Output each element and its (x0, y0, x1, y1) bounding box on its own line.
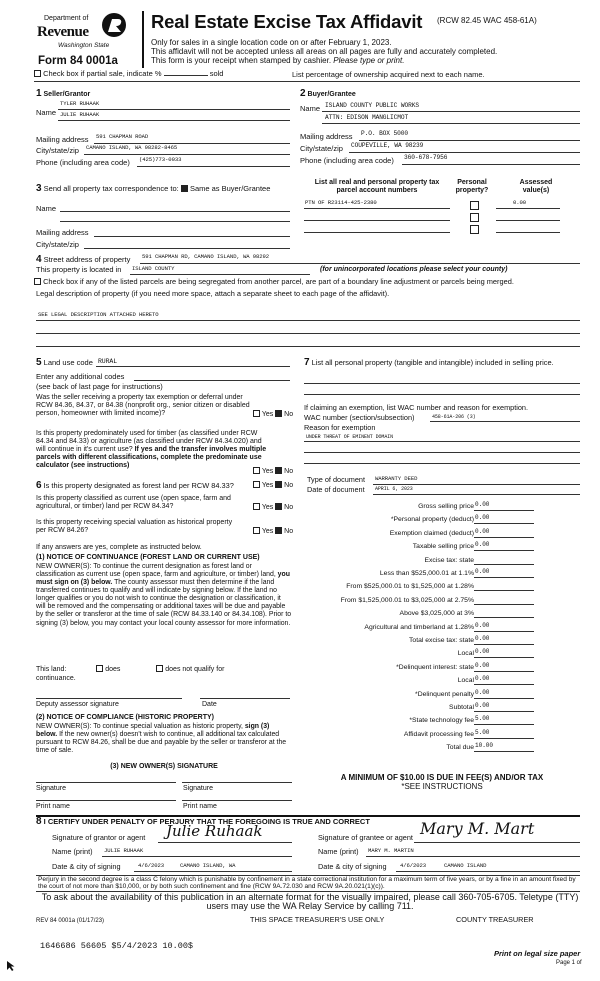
s6q2-no-checkbox[interactable] (275, 503, 282, 510)
grantee-city[interactable]: CAMANO ISLAND (444, 862, 487, 869)
dor-logo (34, 11, 134, 59)
note3-text: This form is your receipt when stamped by cashier. (151, 56, 334, 65)
q2-yes-checkbox[interactable] (253, 467, 260, 474)
grantor-date-line (134, 871, 292, 872)
seller-name-2[interactable]: JULIE RUHAAK (60, 111, 100, 118)
sec5-q1: Was the seller receiving a property tax exemption or deferral under RCW 84.36, 84.37, or 84.38 (nonprofit org., senior citizen or disabled person, homeowner with limited income)? (36, 394, 250, 418)
legal-line-2 (36, 333, 580, 334)
seller-title: Seller/Grantor (43, 91, 91, 98)
seller-phone-line (137, 166, 290, 167)
grantee-signature[interactable]: Mary M. Mart (420, 819, 535, 838)
sec3-name-line-1 (60, 211, 290, 212)
buyer-name-line-2 (322, 123, 580, 124)
tax-row-label: *Personal property (deduct) (390, 516, 474, 524)
tax-row-label: Exemption claimed (deduct) (389, 529, 474, 537)
additional-codes-label: Enter any additional codes (36, 372, 125, 381)
tax-row-value[interactable]: 5.00 (474, 730, 534, 739)
grantor-name-line (102, 856, 292, 857)
form-citation: (RCW 82.45 WAC 458-61A) (437, 16, 537, 25)
sec7-heading (304, 357, 580, 369)
buyer-name-line-1 (322, 111, 580, 112)
doc-type-value[interactable]: WARRANTY DEED (375, 475, 418, 482)
tax-row-label: *Delinquent penalty (415, 690, 474, 698)
sec6-q3: Is this property receiving special valuation as historical property per RCW 84.26? (36, 519, 233, 535)
sec6-num: 6 (36, 480, 42, 491)
form-title: Real Estate Excise Tax Affidavit (151, 11, 423, 32)
sec7-line-2 (304, 394, 580, 395)
grantor-name-label: Name (print) (52, 847, 93, 856)
tax-row-label: Taxable selling price (412, 543, 474, 551)
doc-type-label: Type of document (307, 475, 366, 484)
parcels-col-1: List all real and personal property tax parcel account numbers (314, 179, 440, 195)
grantee-date-line (396, 871, 580, 872)
tax-row-value[interactable]: 0.00 (474, 690, 534, 699)
notice1-c: The county assessor must then determine if the land transferred continues to qualify and will indicate by signing below. If the land no longer qualifies or you do not wish to continue the designation or classification, it will be removed and the compensating or additional taxes will be due and payable by the seller or transferor at the time of sale (RCW 84.33.140 or 84.34.108). Prior to signing (3) below, you may contact your local county assessor for more information. (36, 579, 292, 627)
s6q1-yes-checkbox[interactable] (253, 481, 260, 488)
tax-row-value[interactable]: 0.00 (474, 676, 534, 685)
county-treasurer: COUNTY TREASURER (456, 915, 534, 924)
seller-csz-label: City/state/zip (36, 146, 79, 155)
tax-row-value[interactable]: 0.00 (474, 703, 534, 712)
seller-mail-label: Mailing address (36, 135, 89, 144)
notice2-a: NEW OWNER(S): To continue special valuation as historic property, (36, 723, 245, 730)
sig3-line-1 (36, 782, 176, 783)
tax-row-value[interactable]: 0.00 (474, 663, 534, 672)
recording-stamp: 1646686 56605 $5/4/2023 10.00$ (40, 941, 194, 951)
buyer-mail-line (359, 140, 580, 141)
notice1-body (36, 563, 292, 628)
see-back-label: (see back of last page for instructions) (36, 382, 163, 391)
q2-bold: If yes and the transfer involves multiple parcels with different classifications, complete the predominate use calculator (see instructions) (36, 446, 267, 470)
tax-row-value[interactable] (474, 582, 534, 591)
grantor-date-label: Date & city of signing (52, 862, 121, 871)
sig3-sig-label-1: Signature (36, 785, 66, 792)
sec7-title: List all personal property (tangible and intangible) included in selling price. (311, 358, 554, 367)
seller-csz-line (84, 154, 290, 155)
sig3-line-2 (182, 782, 292, 783)
buyer-csz[interactable]: COUPEVILLE, WA 98239 (351, 142, 424, 149)
tax-row-value[interactable]: 0.00 (474, 649, 534, 658)
wac-value[interactable]: 458-61A-206 (3) (432, 414, 476, 420)
deputy-label: Deputy assessor signature (36, 701, 119, 708)
sec3-mail-line (94, 236, 290, 237)
wac-label: WAC number (section/subsection) (304, 413, 415, 422)
grantee-date-label: Date & city of signing (318, 862, 387, 871)
sec6-q1-text: Is this property designated as forest land per RCW 84.33? (43, 481, 234, 490)
segregate-label: Check box if any of the listed parcels are being segregated from another parcel, are part of a boundary line adjustment or parcels being merged. (43, 277, 514, 286)
property-address-line (140, 263, 580, 264)
s6q2-no: No (284, 504, 294, 511)
tax-row-label: Above $3,025,000 at 3% (399, 610, 474, 618)
reason-value[interactable]: UNDER THREAT OF EMINENT DOMAIN (306, 434, 394, 440)
tax-row-value[interactable]: 10.00 (474, 743, 534, 752)
buyer-name-1[interactable]: ISLAND COUNTY PUBLIC WORKS (325, 102, 419, 109)
tax-row-label: *State technology fee (409, 717, 474, 725)
logo-revenue: Revenue (37, 24, 89, 40)
grantee-name[interactable]: MARY M. MARTIN (368, 847, 414, 854)
notice2-body (36, 723, 292, 755)
tax-row-value[interactable]: 0.00 (474, 569, 534, 578)
seller-phone-label: Phone (including area code) (36, 158, 130, 167)
personal-property-checkbox-3[interactable] (470, 225, 479, 234)
parcel-line-2 (304, 220, 450, 221)
header-rule (34, 81, 580, 82)
does-not-label: does not qualify for (165, 666, 225, 673)
reason-label: Reason for exemption (304, 423, 376, 432)
notice1-a: NEW OWNER(S): To continue the current designation as forest land or classification as current use (open space, farm and agriculture, or timber) land, (36, 563, 278, 579)
tax-row-value[interactable]: 0.00 (474, 515, 534, 524)
sig3-print-label-2: Print name (183, 803, 217, 810)
assessed-line-1 (496, 208, 560, 209)
tax-row-value[interactable]: 0.00 (474, 636, 534, 645)
header-divider (142, 11, 144, 68)
reason-line-1 (304, 441, 580, 442)
notice2-c: If the new owner(s) doesn't wish to continue, all additional tax calculated pursuant to RCW 84.26, shall be due and payable by the seller or transferor at the time of sale. (36, 731, 287, 755)
sec5-q1-answer (253, 410, 293, 419)
notice2-b: sign (3) below. (36, 723, 270, 739)
tax-row-label: Local (457, 677, 474, 685)
s6q3-no: No (284, 528, 294, 535)
sec6-q1-answer (253, 481, 293, 490)
q2-text: Is this property predominately used for timber (as classified under RCW 84.34 and 84.33) or agriculture (as classified under RCW 84.34.020) and will continue in it's current use? (36, 430, 262, 454)
buyer-title: Buyer/Grantee (307, 91, 356, 98)
wac-line (430, 421, 580, 422)
deputy-date-line (200, 698, 290, 699)
tax-row-label: Excise tax: state (424, 556, 474, 564)
header-note-1: Only for sales in a single location code on or after February 1, 2023. (151, 38, 392, 47)
sec4-num: 4 (36, 254, 42, 265)
sec3-heading (36, 183, 270, 195)
sec7-num: 7 (304, 357, 310, 368)
located-label: This property is located in (36, 265, 122, 274)
header-note-2: This affidavit will not be accepted unless all areas on all pages are fully and accurately completed. (151, 47, 498, 56)
doc-date-line (373, 494, 580, 495)
grantee-name-label: Name (print) (318, 847, 359, 856)
seller-phone[interactable]: (425)773-0033 (139, 156, 182, 163)
assessed-line-2 (496, 220, 560, 221)
note3-italic: Please type or print. (333, 56, 405, 65)
this-land-row (36, 665, 296, 674)
sec5-heading (36, 357, 93, 369)
alt-format-note: To ask about the availability of this publication in an alternate format for the visually impaired, please call 360-705-6705. Teletype (TTY) users may use the WA Relay Service by calling 711. (41, 892, 579, 912)
sec3-name-label: Name (36, 204, 57, 213)
deputy-sig-line (36, 698, 182, 699)
buyer-name-label: Name (300, 104, 321, 113)
grantor-date[interactable]: 4/6/2023 (138, 862, 165, 869)
tax-row-value[interactable] (474, 556, 534, 565)
minimum-due: A MINIMUM OF $10.00 IS DUE IN FEE(S) AND/OR TAX (340, 773, 544, 782)
county-line (130, 274, 310, 275)
cursor-arrow-icon (6, 960, 16, 972)
deputy-date-label: Date (202, 701, 217, 708)
tax-row-label: Gross selling price (418, 503, 474, 510)
seller-heading (36, 88, 90, 100)
tax-row-label: *Delinquent interest: state (396, 663, 474, 671)
q1-yes-checkbox[interactable] (253, 410, 260, 417)
logo-state: Washington State (58, 42, 110, 49)
personal-property-checkbox-1[interactable] (470, 201, 479, 210)
treasurer-use: THIS SPACE TREASURER'S USE ONLY (250, 915, 385, 924)
see-instructions: *SEE INSTRUCTIONS (401, 782, 483, 791)
s6q1-no-checkbox[interactable] (275, 481, 282, 488)
does-not-checkbox[interactable] (156, 665, 163, 672)
partial-sale-sold: sold (209, 69, 224, 78)
sec3-csz-label: City/state/zip (36, 240, 79, 249)
q2-no-checkbox[interactable] (275, 467, 282, 474)
legal-description[interactable]: SEE LEGAL DESCRIPTION ATTACHED HERETO (38, 311, 159, 318)
grantor-sig-label: Signature of grantor or agent (52, 833, 146, 842)
grantee-sig-label: Signature of grantee or agent (318, 833, 413, 842)
sec5-q2 (36, 430, 272, 470)
buyer-csz-line (349, 152, 580, 153)
sec3-title: Send all property tax correspondence to: (43, 184, 179, 193)
s6q1-yes: Yes (261, 482, 274, 489)
grantee-date[interactable]: 4/6/2023 (400, 862, 427, 869)
parcels-col-3: Assessed value(s) (519, 179, 553, 195)
seller-csz[interactable]: CAMANO ISLAND, WA 98282-8465 (86, 144, 178, 151)
tax-row-label: Affidavit processing fee (403, 730, 474, 738)
header-note-3 (151, 56, 404, 65)
legal-line-1 (36, 320, 580, 321)
s6q3-no-checkbox[interactable] (275, 527, 282, 534)
rev-number: REV 84 0001a (01/17/23) (36, 918, 105, 924)
buyer-phone-line (402, 164, 580, 165)
tax-row-label: Total excise tax: state (409, 637, 474, 644)
does-label: does (105, 666, 121, 673)
buyer-mail[interactable]: P.O. BOX 5000 (361, 130, 408, 137)
parcel-line-3 (304, 232, 450, 233)
tax-row-label: From $1,525,000.01 to $3,025,000 at 2.75% (340, 596, 474, 604)
personal-property-checkbox-2[interactable] (470, 213, 479, 222)
sec8-num: 8 (36, 816, 42, 827)
seller-mail[interactable]: 591 CHAPMAN ROAD (96, 133, 149, 140)
seller-name-line-1 (58, 109, 290, 110)
sig3-line-3 (36, 800, 176, 801)
notice1-b: you must sign on (3) below. (36, 571, 290, 587)
tax-row-value[interactable]: 0.00 (474, 502, 534, 511)
parcels-col-2: Personal property? (455, 179, 489, 195)
buyer-name-2[interactable]: ATTN: EDISON MANGLICMOT (325, 114, 409, 121)
does-checkbox[interactable] (96, 665, 103, 672)
tax-row-value[interactable]: 0.00 (474, 529, 534, 538)
sec7-line-1 (304, 383, 580, 384)
sec6-q3-answer (253, 527, 293, 536)
tax-row-label: From $525,000.01 to $1,525,000 at 1.28% (346, 583, 474, 591)
grantor-city[interactable]: CAMANO ISLAND, WA (180, 862, 236, 869)
tax-row-label: Total due (446, 744, 474, 752)
exemption-label: If claiming an exemption, list WAC number and reason for exemption. (304, 403, 529, 412)
tax-row-value[interactable] (474, 609, 534, 618)
logo-department: Department of (44, 15, 89, 22)
sec3-name-line-2 (60, 221, 290, 222)
assessed-line-3 (496, 232, 560, 233)
sig3-line-4 (182, 800, 292, 801)
s6q2-yes: Yes (261, 504, 274, 511)
partial-sale-label: Check box if partial sale, indicate % (43, 69, 162, 78)
sec6-q2-answer (253, 503, 293, 512)
sec3-csz-line (84, 248, 290, 249)
s6q2-yes-checkbox[interactable] (253, 503, 260, 510)
doc-date-value[interactable]: APRIL 6, 2023 (375, 486, 413, 492)
legal-line-3 (36, 346, 580, 347)
seller-name-1[interactable]: TYLER RUHAAK (60, 100, 100, 107)
seller-num: 1 (36, 88, 42, 99)
sec5-q2-answer (253, 467, 293, 476)
this-land-label: This land: (36, 666, 67, 673)
tax-row-label: Subtotal (449, 704, 474, 711)
q1-yes: Yes (261, 411, 274, 418)
doc-date-label: Date of document (307, 485, 365, 494)
logo-emblem-icon (100, 11, 128, 39)
sec5-num: 5 (36, 357, 42, 368)
same-as-buyer-checkbox[interactable] (181, 185, 188, 192)
if-yes-note: If any answers are yes, complete as instructed below. (36, 544, 202, 551)
land-use-value[interactable]: RURAL (98, 358, 118, 365)
buyer-phone[interactable]: 360-678-7956 (404, 154, 448, 161)
sig3-sig-label-2: Signature (183, 785, 213, 792)
buyer-mail-label: Mailing address (300, 132, 353, 141)
notice2-title: (2) NOTICE OF COMPLIANCE (HISTORIC PROPERTY) (36, 714, 214, 721)
doc-type-line (373, 484, 580, 485)
grantor-sig-line (158, 842, 292, 843)
continuance-label: continuance. (36, 675, 76, 682)
buyer-csz-label: City/state/zip (300, 144, 343, 153)
s6q1-no: No (284, 482, 294, 489)
sec3-num: 3 (36, 183, 42, 194)
q2-yes: Yes (261, 468, 274, 475)
form-number: Form 84 0001a (38, 55, 118, 67)
q1-no: No (284, 411, 294, 418)
grantor-name[interactable]: JULIE RUHAAK (104, 847, 144, 854)
land-use-label: Land use code (43, 358, 93, 367)
partial-sale-checkbox[interactable] (34, 70, 41, 77)
tax-row-label: Less than $525,000.01 at 1.1% (379, 570, 474, 577)
tax-row-value[interactable] (474, 596, 534, 605)
sig3-print-label-1: Print name (36, 803, 70, 810)
s6q3-yes: Yes (261, 528, 274, 535)
seller-name-line-2 (58, 120, 290, 121)
county-note: (for unincorporated locations please select your county) (320, 266, 508, 273)
sec4-heading (36, 254, 130, 266)
buyer-num: 2 (300, 88, 306, 99)
grantee-name-line (366, 856, 580, 857)
grantor-signature[interactable]: Julie Ruhaak (166, 822, 263, 840)
q1-no-checkbox[interactable] (275, 410, 282, 417)
grantee-sig-line (414, 842, 580, 843)
sec8-title: I CERTIFY UNDER PENALTY OF PERJURY THAT THE FOREGOING IS TRUE AND CORRECT (43, 817, 370, 826)
county-select[interactable]: ISLAND COUNTY (132, 265, 175, 272)
tax-row-value[interactable]: 0.00 (474, 542, 534, 551)
segregate-row (34, 278, 584, 287)
s6q3-yes-checkbox[interactable] (253, 527, 260, 534)
same-as-buyer-label: Same as Buyer/Grantee (189, 184, 271, 193)
buyer-heading (300, 88, 356, 100)
page-number: Page 1 of (556, 960, 582, 966)
parcel-line-1 (304, 208, 450, 209)
legal-label: Legal description of property (if you need more space, attach a separate sheet to each page of the affidavit). (36, 289, 390, 298)
q2-no: No (284, 468, 294, 475)
additional-codes-line (134, 380, 290, 381)
tax-row-label: Local (457, 650, 474, 658)
seller-name-label: Name (36, 108, 57, 117)
tax-row-label: Agricultural and timberland at 1.28% (364, 623, 474, 631)
sec3-mail-label: Mailing address (36, 228, 89, 237)
notice1-title: (1) NOTICE OF CONTINUANCE (FOREST LAND OR CURRENT USE) (36, 554, 260, 561)
partial-sale-row (34, 70, 223, 79)
segregate-checkbox[interactable] (34, 278, 41, 285)
buyer-phone-label: Phone (including area code) (300, 156, 394, 165)
tax-row-value[interactable]: 5.00 (474, 716, 534, 725)
land-use-line (96, 366, 290, 367)
legal-paper-note: Print on legal size paper (494, 949, 581, 958)
sec6-q2: Is this property classified as current use (open space, farm and agricultural, or timber) land per RCW 84.34? (36, 495, 231, 511)
sec6-q1 (36, 480, 234, 492)
reason-line-2 (304, 452, 580, 453)
parcel-row-1[interactable]: PTN OF R23114-425-2380 (305, 199, 377, 206)
parcel-row-1-value[interactable]: 0.00 (513, 199, 527, 206)
reason-line-3 (304, 463, 580, 464)
perjury-notice: Perjury in the second degree is a class C felony which is punishable by confinement in a state correctional institution for a maximum term of five years, or by a fine in an amount fixed by the court of not more than $10,000, or by both such confinement and fine (RCW 9A.72.030 and RCW 9A.20.021(1)(c)). (38, 876, 576, 891)
sec4-label: Street address of property (43, 255, 131, 264)
property-address[interactable]: 591 CHAPMAN RD, CAMANO ISLAND, WA 98292 (142, 253, 270, 260)
sig3-title: (3) NEW OWNER(S) SIGNATURE (110, 763, 218, 770)
tax-row-value[interactable]: 0.00 (474, 623, 534, 632)
ownership-note: List percentage of ownership acquired next to each name. (292, 70, 485, 79)
